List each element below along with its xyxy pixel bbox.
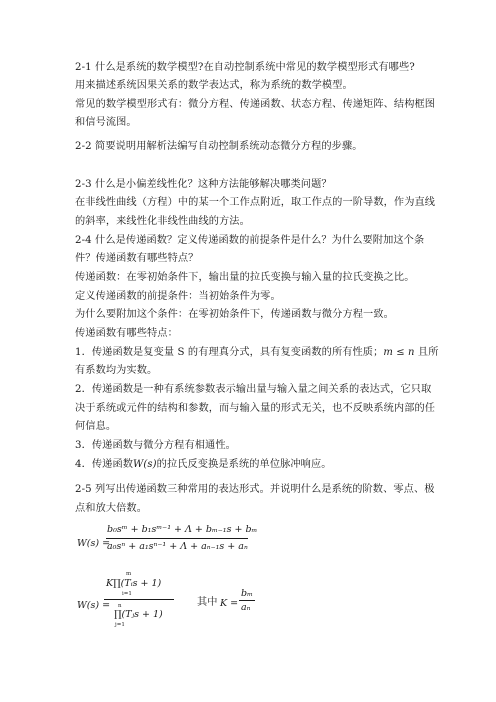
- question-2-5-line2: 点和放大倍数。: [75, 503, 148, 514]
- answer-2-3-line2: 的斜率，来线性化非线性曲线的方法。: [75, 216, 250, 227]
- answer-2-4-feature1-line2: 有系数均为实数。: [75, 365, 158, 376]
- answer-2-4-reason: 为什么要附加这个条件：在零初始条件下，传递函数与微分方程一致。: [75, 309, 394, 320]
- question-2-3: 2-3 什么是小偏差线性化？这种方法能够解决哪类问题？: [75, 179, 332, 190]
- answer-2-4-feature1-line1: [75, 346, 438, 360]
- formula2-note-denominator: aₙ: [241, 602, 251, 613]
- question-2-1: 2-1 什么是系统的数学模型?在自动控制系统中常见的数学模型形式有哪些?: [75, 62, 415, 73]
- question-2-5-line1: 2-5 列写出传递函数三种常用的表达形式。并说明什么是系统的阶数、零点、极: [75, 484, 435, 495]
- feature1-math: m ≤ n: [383, 347, 415, 358]
- formula2-lhs: W(s) =: [77, 600, 111, 611]
- formula2-num-upper: m: [126, 571, 132, 577]
- answer-2-1-line1: 用来描述系统因果关系的数学表达式，称为系统的数学模型。: [75, 80, 353, 91]
- formula2-denominator: ∏(Tⱼs + 1): [114, 609, 163, 620]
- answer-2-4-features-heading: 传递函数有哪些特点：: [75, 328, 178, 339]
- feature4-tail: 的拉氏反变换是系统的单位脉冲响应。: [156, 459, 332, 470]
- feature1-text: 1．传递函数是复变量 S 的有理真分式，具有复变函数的所有性质；: [75, 347, 384, 358]
- answer-2-3-line1: 在非线性曲线（方程）中的某一个工作点附近，取工作点的一阶导数，作为直线: [75, 197, 436, 208]
- formula2-note-label: 其中: [197, 597, 218, 608]
- feature4-math: W(s): [133, 459, 157, 470]
- answer-2-4-feature4: [75, 458, 332, 472]
- formula1-fraction-bar: [106, 538, 248, 539]
- formula1-denominator: a₀sⁿ + a₁sⁿ⁻¹ + Λ + aₙ₋₁s + aₙ: [107, 541, 248, 552]
- formula2-den-lower: j=1: [115, 622, 125, 628]
- formula1-numerator: b₀sᵐ + b₁sᵐ⁻¹ + Λ + bₘ₋₁s + bₘ: [107, 524, 258, 535]
- formula2-num-lower: i=1: [122, 591, 132, 597]
- feature4-text: 4．传递函数: [75, 459, 134, 470]
- answer-2-4-feature2-line2: 决于系统或元件的结构和参数，而与输入量的形式无关，也不反映系统内部的任: [75, 403, 436, 414]
- formula2-note-fraction-bar: [239, 600, 255, 601]
- formula2-numerator: K∏(Tᵢs + 1): [106, 578, 162, 589]
- formula2-fraction-bar: [104, 599, 174, 600]
- answer-2-4-feature2-line1: 2．传递函数是一种有系统参数表示输出量与输入量之间关系的表达式，它只取: [75, 384, 432, 395]
- question-2-4-line1: 2-4 什么是传递函数？定义传递函数的前提条件是什么？为什么要附加这个条: [75, 235, 425, 246]
- formula2-den-upper: n: [118, 603, 122, 609]
- feature1-tail: 且所: [414, 347, 439, 358]
- answer-2-4-precondition: 定义传递函数的前提条件：当初始条件为零。: [75, 291, 281, 302]
- formula2-note-numerator: bₘ: [241, 588, 253, 599]
- question-2-2: 2-2 简要说明用解析法编写自动控制系统动态微分方程的步骤。: [75, 141, 363, 152]
- answer-2-4-feature3: 3．传递函数与微分方程有相通性。: [75, 440, 236, 451]
- answer-2-4-definition: 传递函数：在零初始条件下，输出量的拉氏变换与输入量的拉氏变换之比。: [75, 272, 415, 283]
- answer-2-1-line2: 常见的数学模型形式有：微分方程、传递函数、状态方程、传递矩阵、结构框图: [75, 99, 436, 110]
- answer-2-4-feature2-line3: 何信息。: [75, 421, 117, 432]
- answer-2-1-line3: 和信号流图。: [75, 117, 137, 128]
- formula2-note-lhs: K =: [220, 598, 239, 609]
- formula1-lhs: W(s) =: [77, 538, 111, 549]
- question-2-4-line2: 件？传递函数有哪些特点？: [75, 253, 199, 264]
